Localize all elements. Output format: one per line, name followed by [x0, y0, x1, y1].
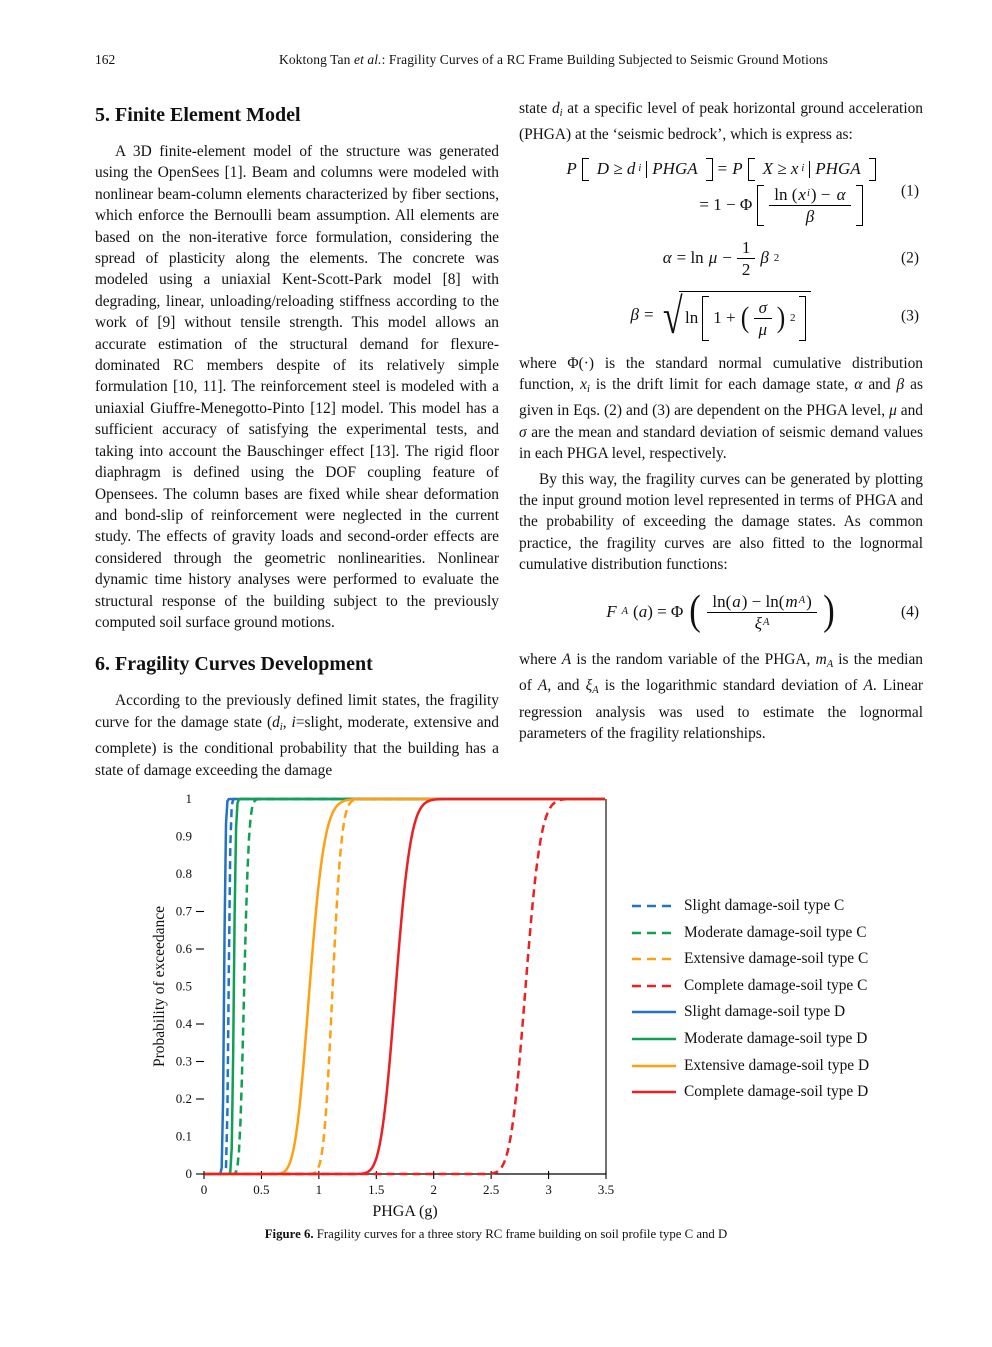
- square-root: √ ln 1 + ( $\frac{\sigma}{\mu}$ ) 2: [659, 291, 812, 341]
- legend-item: [631, 1083, 869, 1101]
- legend-label: Slight damage-soil type C: [684, 896, 845, 914]
- right-bracket: [869, 158, 876, 181]
- section5-heading: 5. Finite Element Model: [95, 104, 301, 126]
- left-column: [95, 98, 499, 781]
- legend-line-sample: [631, 1007, 677, 1017]
- chart-legend: [631, 897, 869, 1101]
- svg-text:0.5: 0.5: [253, 1181, 270, 1197]
- legend-label: Extensive damage-soil type D: [684, 1056, 870, 1074]
- svg-text:0.7: 0.7: [175, 903, 192, 919]
- equation-4-number: (4): [901, 603, 919, 621]
- equation-3: β = √ ln 1 + ( $\frac{\sigma}{\mu}$ ) 2 (3): [630, 287, 919, 344]
- figure-caption-text: Fragility curves for a three story RC frame building on soil profile type C and D: [313, 1226, 728, 1241]
- svg-text:0: 0: [200, 1181, 208, 1197]
- figure-6: [0, 791, 992, 1253]
- fragility-chart: [150, 791, 620, 1223]
- svg-text:1.5: 1.5: [368, 1181, 385, 1197]
- conditional-bar: [809, 161, 810, 178]
- figure-caption-label: Figure 6.: [264, 1226, 314, 1241]
- legend-item: [631, 977, 869, 995]
- svg-text:0.5: 0.5: [175, 978, 192, 994]
- legend-label: Extensive damage-soil type C: [684, 950, 869, 968]
- svg-text:0.6: 0.6: [175, 940, 192, 956]
- svg-text:3.5: 3.5: [597, 1181, 615, 1197]
- where-paragraph-1: where Φ(·) is the standard normal cumulative distribution function, $x_i$ is the drift limit for each damage state, α and β as given in Eqs. (2) and (3) are dependent on the PHGA level, μ and σ are the mean and standard deviation of seismic demand values in each PHGA level, respectively.: [519, 354, 924, 463]
- legend-line-sample: [631, 1087, 677, 1097]
- svg-text:1: 1: [185, 790, 192, 806]
- equation-3-number: (3): [901, 306, 919, 324]
- equation-4: F A (a) = Φ ( ln( a ) − ln( m A ) ξ A ) (4): [606, 588, 919, 635]
- legend-line-sample: [631, 981, 677, 991]
- legend-label: Moderate damage-soil type C: [684, 923, 867, 941]
- legend-item: [631, 1030, 869, 1048]
- legend-label: Slight damage-soil type D: [684, 1003, 846, 1021]
- legend-line-sample: [631, 1034, 677, 1044]
- section5-paragraph: A 3D finite-element model of the structure was generated using the OpenSees [1]. Beam and columns were modeled with nonlinear beam-column elements characterized by fiber sections, which enforce the Bernoulli beam assumption. All elements are based on the non-iterative force formulation, considering the spread of plasticity along the elements. The concrete was modeled using a uniaxial Kent-Scott-Park model [8] with degrading, linear, unloading/reloading stiffness according to the work of [9] without tensile strength. This model allows an accurate estimation of the structural demand for flexure-dominated RC members despite of its relatively simple formulation [10, 11]. The reinforcement steel is modeled with a uniaxial Giuffre-Menegotto-Pinto [12] model. This model has a sufficient accuracy of satisfying the experimental tests, and taking into account the Bauschinger effect [13]. The rigid floor diaphragm is defined using the DOF coupling feature of Opensees. The column bases are fixed while shear deformation and bond-slip of reinforcement were neglected in the current study. The effects of gravity loads and second-order effects are considered through the geometric nonlinearities. Nonlinear dynamic time history analyses were performed to evaluate the structural response of the building subject to the previously computed soil surface ground motions.: [95, 143, 499, 631]
- right-bracket: [799, 296, 806, 341]
- two-column-body: [95, 98, 923, 781]
- svg-text:0.8: 0.8: [175, 865, 192, 881]
- legend-item: [631, 897, 869, 915]
- legend-line-sample: [631, 954, 677, 964]
- running-title-authors: Koktong Tan: [278, 52, 354, 67]
- legend-item: [631, 924, 869, 942]
- figure-caption: [0, 1227, 992, 1242]
- svg-text:0.2: 0.2: [175, 1090, 192, 1106]
- equation-1-number: (1): [901, 182, 919, 200]
- left-bracket: [748, 158, 755, 181]
- svg-text:2: 2: [430, 1181, 437, 1197]
- svg-text:0.9: 0.9: [175, 828, 192, 844]
- svg-text:2.5: 2.5: [483, 1181, 500, 1197]
- legend-line-sample: [631, 1061, 677, 1071]
- byway-paragraph: By this way, the fragility curves can be generated by plotting the input ground motion level represented in terms of PHGA and the probability of exceeding the damage states. As common practice, the fragility curves are also fitted to the lognormal cumulative distribution functions:: [519, 470, 923, 574]
- running-title-etal: et al.: [353, 52, 382, 67]
- running-title-text: : Fragility Curves of a RC Frame Building Subjected to Seismic Ground Motions: [381, 52, 829, 67]
- right-bracket: [856, 185, 863, 226]
- left-bracket: [582, 158, 589, 181]
- svg-text:0.1: 0.1: [175, 1128, 192, 1144]
- equation-2: α = ln μ − $\frac{1}{2}$ β 2 (2): [662, 237, 919, 279]
- section6-paragraph: According to the previously defined limit states, the fragility curve for the damage state ($d_i$, i=slight, moderate, extensive and complete) is the conditional probability that the building has a state of damage exceeding the damage: [95, 692, 499, 779]
- svg-text:0: 0: [185, 1165, 192, 1181]
- left-bracket: [702, 296, 709, 341]
- right-bracket: [706, 158, 713, 181]
- svg-text:3: 3: [545, 1181, 552, 1197]
- conditional-bar: [646, 161, 647, 178]
- intro-paragraph: state $d_i$ at a specific level of peak horizontal ground acceleration (PHGA) at the ‘seismic bedrock’, which is express as:: [519, 100, 923, 144]
- legend-line-sample: [631, 901, 677, 911]
- legend-line-sample: [631, 928, 677, 938]
- equation-2-number: (2): [901, 249, 919, 267]
- right-column: [519, 98, 923, 781]
- page-number: 162: [95, 52, 116, 67]
- running-header: [0, 0, 992, 68]
- equation-1: P D ≥ d i PHGA = P X ≥ x i PHGA = 1 − Φ ln ( x i ) − α β (1): [566, 158, 919, 226]
- svg-text:1: 1: [315, 1181, 323, 1197]
- legend-label: Complete damage-soil type C: [684, 976, 868, 994]
- legend-label: Moderate damage-soil type D: [684, 1029, 868, 1047]
- left-bracket: [757, 185, 764, 226]
- where-paragraph-2: where A is the random variable of the PHGA, $m_A$ is the median of A, and $\xi_A$ is the logarithmic standard deviation of A. Linear regression analysis was used to estimate the lognormal parameters of the fragility relationships.: [519, 650, 924, 742]
- legend-item: [631, 950, 869, 968]
- svg-text:0.4: 0.4: [175, 1015, 192, 1031]
- section6-heading: 6. Fragility Curves Development: [95, 653, 373, 676]
- legend-label: Complete damage-soil type D: [684, 1083, 869, 1101]
- svg-text:PHGA (g): PHGA (g): [372, 1202, 438, 1220]
- legend-item: [631, 1057, 869, 1075]
- running-title: [185, 52, 922, 68]
- svg-text:Probability of exceedance: Probability of exceedance: [151, 905, 168, 1067]
- legend-item: [631, 1003, 869, 1021]
- svg-text:0.3: 0.3: [175, 1053, 192, 1069]
